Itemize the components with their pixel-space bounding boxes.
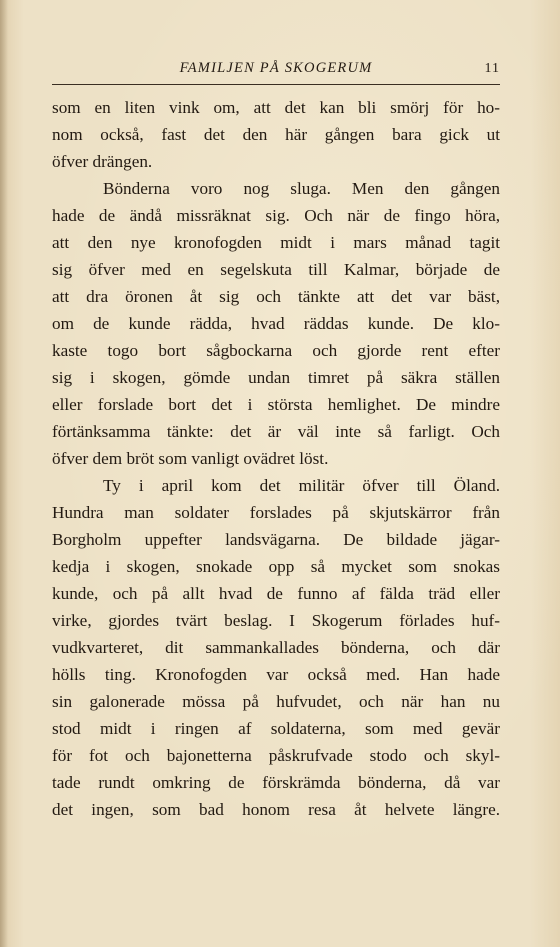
spine-shadow: [0, 0, 8, 947]
text-line: stod midt i ringen af soldaterna, som med gevär: [52, 719, 500, 738]
text-line: kaste togo bort sågbockarna och gjorde rent efter: [52, 341, 500, 360]
text-line: att dra öronen åt sig och tänkte att det var bäst,: [52, 287, 500, 306]
text-line: sig i skogen, gömde undan timret på säkra ställen: [52, 368, 500, 387]
text-line: som en liten vink om, att det kan bli smörj för ho-: [52, 98, 500, 117]
text-line: eller forslade bort det i största hemlighet. De mindre: [52, 395, 500, 414]
text-line: kedja i skogen, snokade opp så mycket som snokas: [52, 557, 500, 576]
text-line: att den nye kronofogden midt i mars månad tagit: [52, 233, 500, 252]
text-line: virke, gjordes tvärt beslag. I Skogerum förlades huf-: [52, 611, 500, 630]
text-line: öfver dem bröt som vanligt ovädret löst.: [52, 449, 329, 468]
page-number: 11: [484, 61, 500, 76]
header-rule: [52, 84, 500, 85]
text-line: hölls ting. Kronofogden var också med. Han hade: [52, 665, 500, 684]
body-text: [52, 94, 500, 823]
text-line: kunde, och på allt hvad de funno af fälda träd eller: [52, 584, 500, 603]
text-line: Ty i april kom det militär öfver till Öland.: [103, 476, 500, 495]
text-line: för fot och bajonetterna påskrufvade stodo och skyl-: [52, 746, 500, 765]
text-line: Bönderna voro nog sluga. Men den gången: [103, 179, 500, 198]
text-line: sin galonerade mössa på hufvudet, och när han nu: [52, 692, 500, 711]
text-line: sig öfver med en segelskuta till Kalmar, började de: [52, 260, 500, 279]
running-head: [52, 58, 500, 80]
running-title: FAMILJEN PÅ SKOGERUM: [179, 60, 373, 76]
text-line: tade rundt omkring de förskrämda bönderna, då var: [52, 773, 500, 792]
text-line: nom också, fast det den här gången bara gick ut: [52, 125, 500, 144]
text-line: öfver drängen.: [52, 152, 153, 171]
text-line: hade de ändå missräknat sig. Och när de fingo höra,: [52, 206, 500, 225]
text-line: vudkvarteret, dit sammankallades bönderna, och där: [52, 638, 500, 657]
text-line: om de kunde rädda, hvad räddas kunde. De klo-: [52, 314, 500, 333]
text-line: Hundra man soldater forslades på skjutskärror från: [52, 503, 500, 522]
text-line: förtänksamma tänkte: det är väl inte så farligt. Och: [52, 422, 500, 441]
text-line: Borgholm uppefter landsvägarna. De bildade jägar-: [52, 530, 500, 549]
text-line: det ingen, som bad honom resa åt helvete längre.: [52, 800, 500, 819]
